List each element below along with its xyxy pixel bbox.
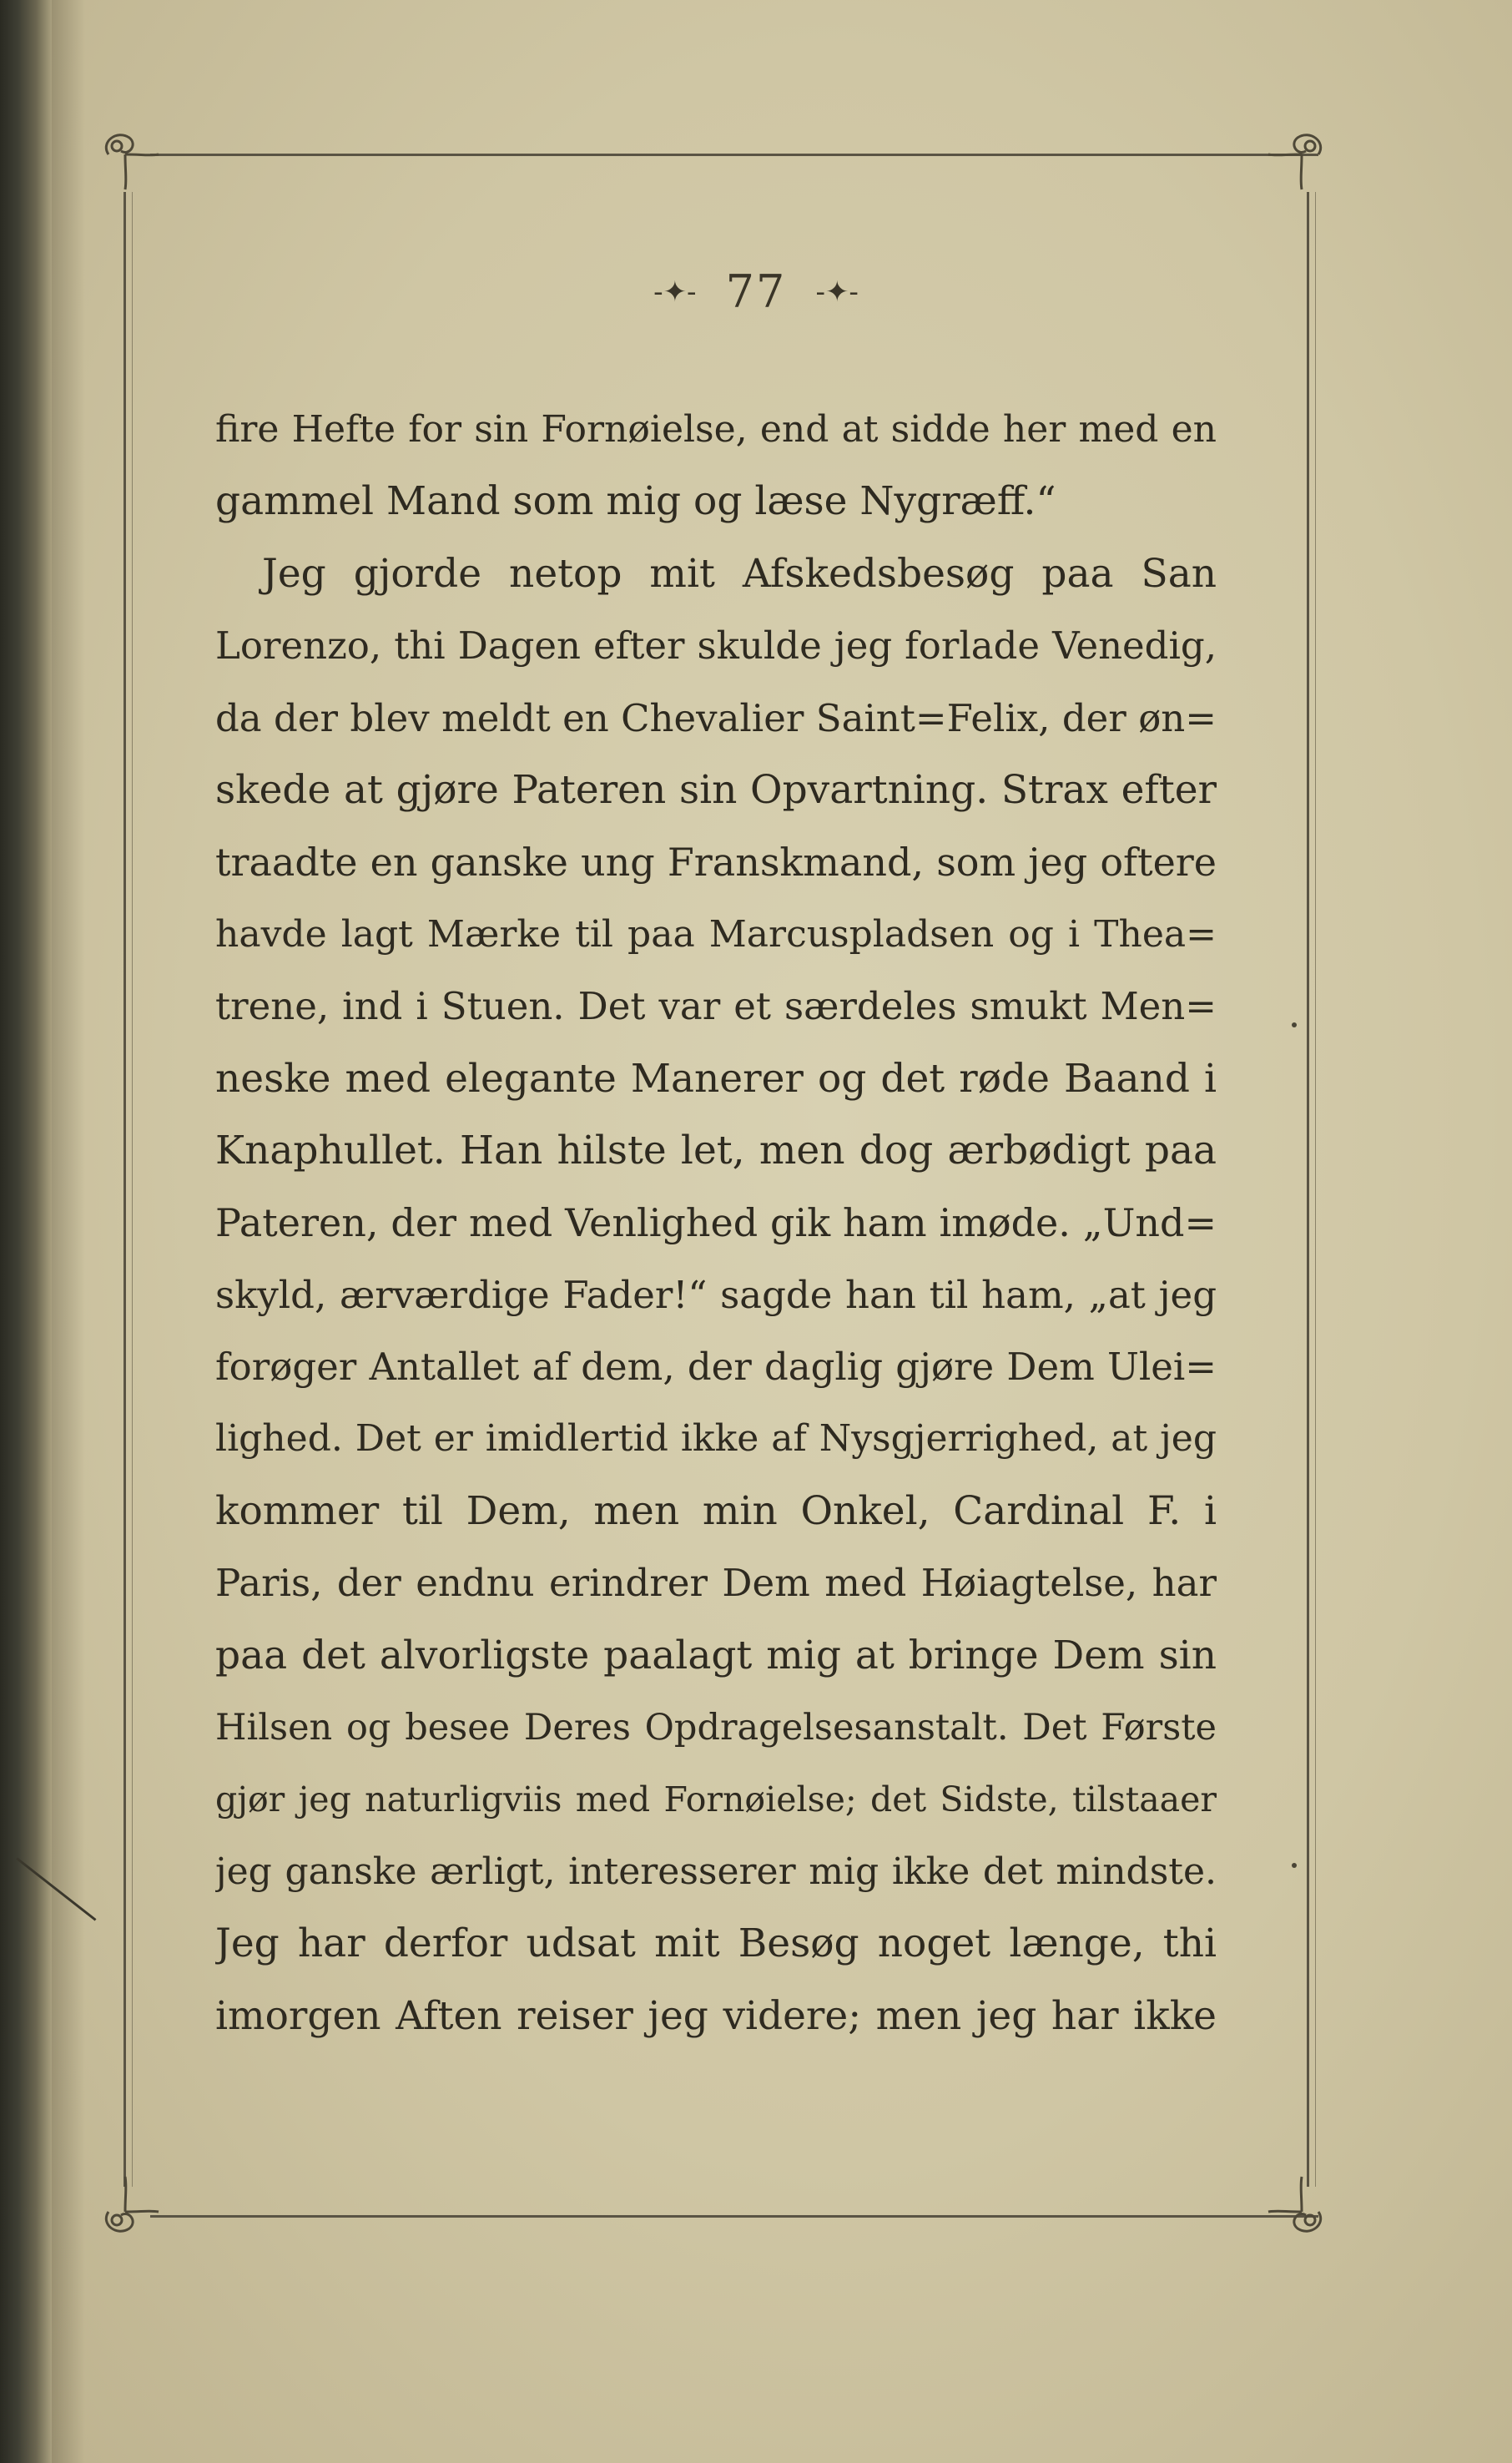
text-line: trene, ind i Stuen. Det var et særdeles smukt Men= bbox=[215, 984, 1217, 1029]
binding-shadow bbox=[52, 0, 85, 2463]
text-line: lighed. Det er imidlertid ikke af Nysgjerrighed, at jeg bbox=[215, 1417, 1217, 1461]
text-line: paa det alvorligste paalagt mig at bringe Dem sin bbox=[215, 1632, 1217, 1678]
text-line: gjør jeg naturligviis med Fornøielse; det Sidste, tilstaaer bbox=[215, 1779, 1217, 1820]
frame-bottom-rule bbox=[150, 2215, 1318, 2218]
text-line: skede at gjøre Pateren sin Opvartning. Strax efter bbox=[215, 766, 1217, 813]
frame-left-inner-rule bbox=[132, 192, 133, 2187]
text-line: skyld, ærværdige Fader!“ sagde han til ham, „at jeg bbox=[215, 1272, 1217, 1317]
text-line: da der blev meldt en Chevalier Saint=Felix, der øn= bbox=[215, 695, 1217, 740]
book-binding-edge bbox=[0, 0, 52, 2463]
stray-dot-mark bbox=[1292, 1863, 1297, 1868]
frame-left-rule bbox=[123, 192, 126, 2187]
corner-ornament-icon bbox=[1260, 121, 1335, 196]
page-number: 77 bbox=[725, 265, 787, 318]
text-line: havde lagt Mærke til paa Marcuspladsen og i Thea= bbox=[215, 912, 1217, 956]
text-line: forøger Antallet af dem, der daglig gjøre Dem Ulei= bbox=[215, 1345, 1217, 1390]
text-line: Hilsen og besee Deres Opdragelsesanstalt. Det Første bbox=[215, 1707, 1217, 1749]
text-line: Pateren, der med Venlighed gik ham imøde. „Und= bbox=[215, 1200, 1217, 1246]
text-line: neske med elegante Manerer og det røde Baand i bbox=[215, 1055, 1217, 1102]
frame-right-rule bbox=[1307, 192, 1309, 2187]
corner-ornament-icon bbox=[1260, 2170, 1335, 2245]
body-text bbox=[215, 394, 1217, 2052]
header-left-ornament: -✦- bbox=[653, 275, 697, 309]
text-line: jeg ganske ærligt, interesserer mig ikke det mindste. bbox=[215, 1850, 1217, 1893]
header-right-ornament: -✦- bbox=[815, 275, 859, 309]
frame-top-rule bbox=[150, 154, 1318, 156]
corner-ornament-icon bbox=[92, 2170, 167, 2245]
frame-right-inner-rule bbox=[1315, 192, 1316, 2187]
text-line: kommer til Dem, men min Onkel, Cardinal F. i bbox=[215, 1487, 1217, 1534]
stray-dot-mark bbox=[1292, 1022, 1297, 1027]
text-line: Jeg gjorde netop mit Afskedsbesøg paa San bbox=[262, 550, 1217, 597]
page-header bbox=[0, 265, 1512, 318]
text-line: Paris, der endnu erindrer Dem med Høiagtelse, har bbox=[215, 1561, 1217, 1606]
text-line: imorgen Aften reiser jeg videre; men jeg har ikke bbox=[215, 1992, 1217, 2039]
text-line: Jeg har derfor udsat mit Besøg noget længe, thi bbox=[215, 1920, 1217, 1967]
text-line: traadte en ganske ung Franskmand, som jeg oftere bbox=[215, 840, 1217, 886]
corner-ornament-icon bbox=[92, 121, 167, 196]
text-line: fire Hefte for sin Fornøielse, end at sidde her med en bbox=[215, 408, 1217, 451]
text-line: Knaphullet. Han hilste let, men dog ærbødigt paa bbox=[215, 1127, 1217, 1173]
text-line: gammel Mand som mig og læse Nygræff.“ bbox=[215, 478, 1056, 525]
text-line: Lorenzo, thi Dagen efter skulde jeg forlade Venedig, bbox=[215, 623, 1217, 669]
